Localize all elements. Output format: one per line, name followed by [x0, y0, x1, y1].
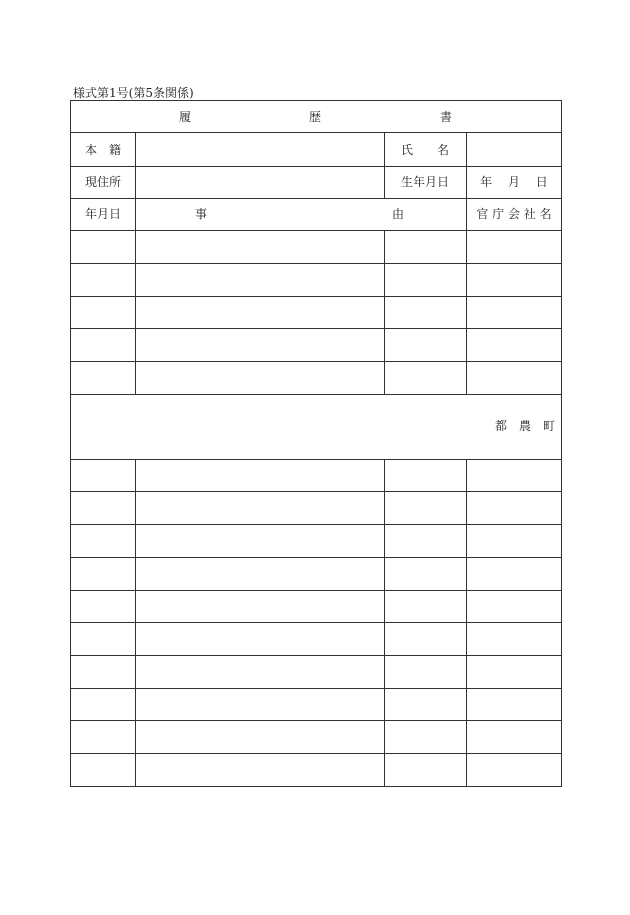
rule-row-1 — [70, 263, 562, 264]
rule-row-14 — [70, 753, 562, 754]
rule-lower-start — [70, 459, 562, 460]
history-office-header: 官 庁 会 社 名 — [476, 207, 552, 221]
rule-header-bottom — [70, 230, 562, 231]
town-name: 都 農 町 — [494, 419, 556, 433]
rule-row-11 — [70, 655, 562, 656]
border-top — [70, 100, 562, 101]
rule-row-7 — [70, 524, 562, 525]
honseki-field[interactable] — [136, 133, 384, 166]
rule-row-8 — [70, 557, 562, 558]
border-left — [70, 100, 71, 787]
rule-row-12 — [70, 688, 562, 689]
honseki-label: 本 籍 — [84, 143, 122, 157]
address-label: 現住所 — [84, 175, 122, 189]
birthdate-label: 生年月日 — [400, 175, 450, 189]
history-koto-header: 事 — [194, 207, 208, 221]
title-char-3: 書 — [439, 110, 453, 124]
rule-genjusho-bottom — [70, 198, 562, 199]
col-divider-2-top — [384, 132, 385, 199]
rule-upper-end — [70, 394, 562, 395]
col-divider-3-lower — [466, 459, 467, 787]
col-divider-2-upper — [384, 230, 385, 395]
resume-form — [70, 100, 562, 787]
address-field[interactable] — [136, 167, 384, 198]
birthdate-field[interactable]: 年 月 日 — [480, 175, 548, 189]
col-divider-3-upper — [466, 132, 467, 395]
rule-row-3 — [70, 328, 562, 329]
name-field[interactable] — [467, 133, 561, 166]
col-divider-2-lower — [384, 459, 385, 787]
border-bottom — [70, 786, 562, 787]
border-right-upper — [561, 100, 562, 460]
rule-row-6 — [70, 491, 562, 492]
rule-row-13 — [70, 720, 562, 721]
history-yu-header: 由 — [391, 207, 405, 221]
title-char-2: 歴 — [308, 110, 322, 124]
rule-row-4 — [70, 361, 562, 362]
title-char-1: 履 — [178, 110, 192, 124]
rule-row-2 — [70, 296, 562, 297]
form-number-label: 様式第1号(第5条関係) — [73, 86, 194, 100]
col-divider-1-lower — [135, 459, 136, 787]
name-label: 氏 名 — [400, 143, 450, 157]
rule-row-10 — [70, 622, 562, 623]
history-date-header: 年月日 — [84, 207, 122, 221]
rule-row-9 — [70, 590, 562, 591]
